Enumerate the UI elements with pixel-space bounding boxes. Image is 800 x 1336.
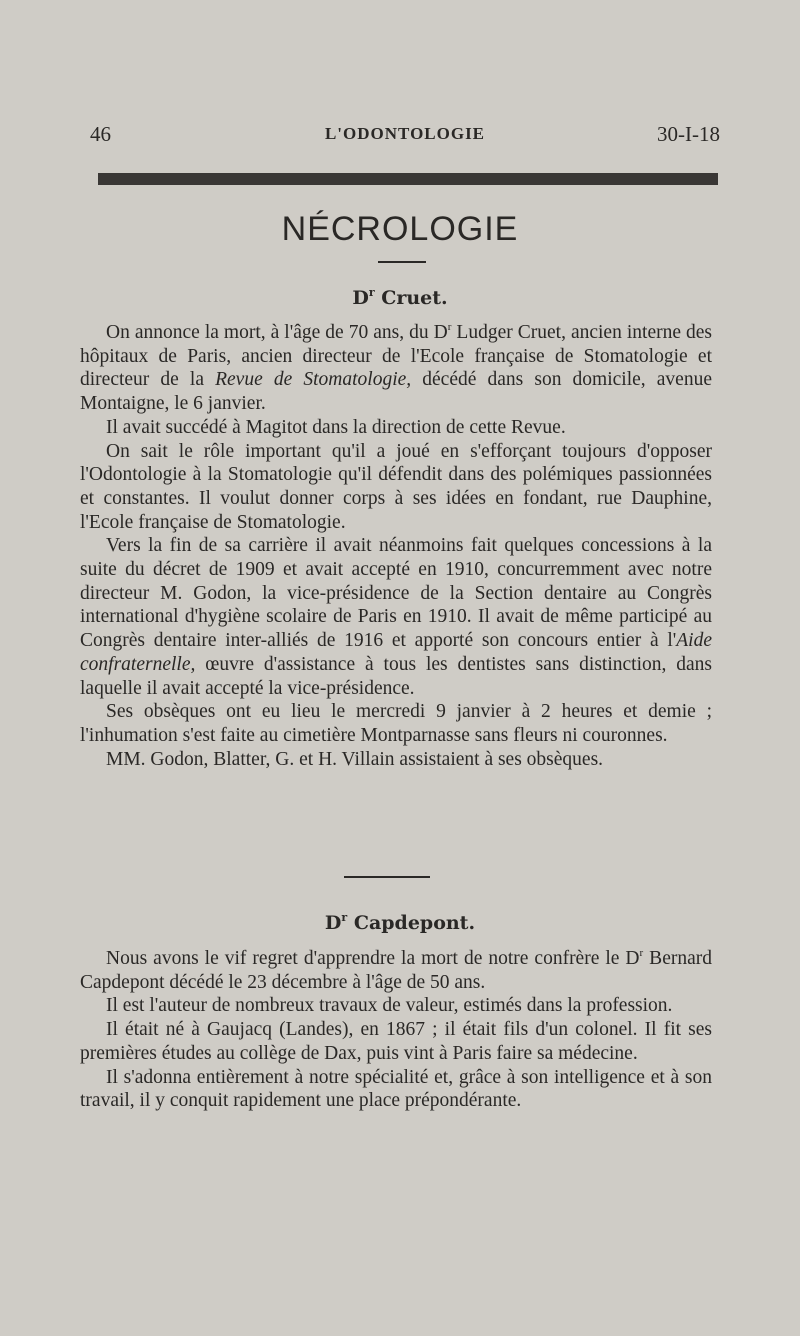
article-body-cruet bbox=[80, 321, 712, 771]
article-divider bbox=[344, 876, 430, 878]
article-body-capdepont bbox=[80, 947, 712, 1113]
paragraph: On annonce la mort, à l'âge de 70 ans, du $D^r$ Ludger Cruet, ancien interne des hôpitaux de Paris, ancien directeur de l'Ecole française de Stomatologie et directeur de la Revue de Stomatologie, décédé dans son domicile, avenue Montaigne, le 6 janvier. bbox=[80, 321, 713, 415]
paragraph: On sait le rôle important qu'il a joué en s'efforçant toujours d'opposer l'Odontologie à la Stomatologie qu'il défendit dans des polémiques passionnées et constantes. Il voulut donner corps à ses idées en fondant, rue Dauphine, l'Ecole française de Stomatologie. bbox=[80, 440, 712, 533]
article-title-cruet: $D^r$ Cruet. bbox=[352, 286, 448, 309]
title-divider bbox=[378, 261, 426, 263]
paragraph: Il était né à Gaujacq (Landes), en 1867 ; il était fils d'un colonel. Il fit ses premières études au collège de Dax, puis vint à Paris faire sa médecine. bbox=[80, 1019, 712, 1064]
paragraph: MM. Godon, Blatter, G. et H. Villain assistaient à ses obsèques. bbox=[106, 748, 604, 770]
running-header bbox=[90, 122, 720, 152]
journal-title: L'ODONTOLOGIE bbox=[324, 124, 486, 143]
section-title: NÉCROLOGIE bbox=[281, 210, 519, 248]
header-rule bbox=[98, 173, 718, 185]
paragraph: Il est l'auteur de nombreux travaux de valeur, estimés dans la profession. bbox=[106, 995, 673, 1017]
page-number: 46 bbox=[90, 122, 111, 146]
paragraph: Ses obsèques ont eu lieu le mercredi 9 janvier à 2 heures et demie ; l'inhumation s'est faite au cimetière Montparnasse sans fleurs ni couronnes. bbox=[80, 701, 712, 746]
article-title-capdepont: $D^r$ Capdepont. bbox=[324, 911, 476, 934]
paragraph: Il avait succédé à Magitot dans la direction de cette Revue. bbox=[106, 416, 566, 438]
issue-date: 30-I-18 bbox=[657, 122, 720, 146]
paragraph: Nous avons le vif regret d'apprendre la mort de notre confrère le $D^r$ Bernard Capdepont décédé le 23 décembre à l'âge de 50 ans. bbox=[80, 947, 712, 993]
paragraph: Vers la fin de sa carrière il avait néanmoins fait quelques concessions à la suite du décret de 1909 et avait accepté en 1910, concurremment avec notre directeur M. Godon, la vice-présidence de la Section dentaire au Congrès international d'hygiène scolaire de Paris en 1910. Il avait de même participé au Congrès dentaire inter-alliés de 1916 et apporté son concours entier à l'Aide confraternelle, œuvre d'assistance à tous les dentistes sans distinction, dans laquelle il avait accepté la vice-présidence. bbox=[80, 535, 712, 699]
paragraph: Il s'adonna entièrement à notre spécialité et, grâce à son intelligence et à son travail, il y conquit rapidement une place prépondérante. bbox=[80, 1066, 712, 1112]
